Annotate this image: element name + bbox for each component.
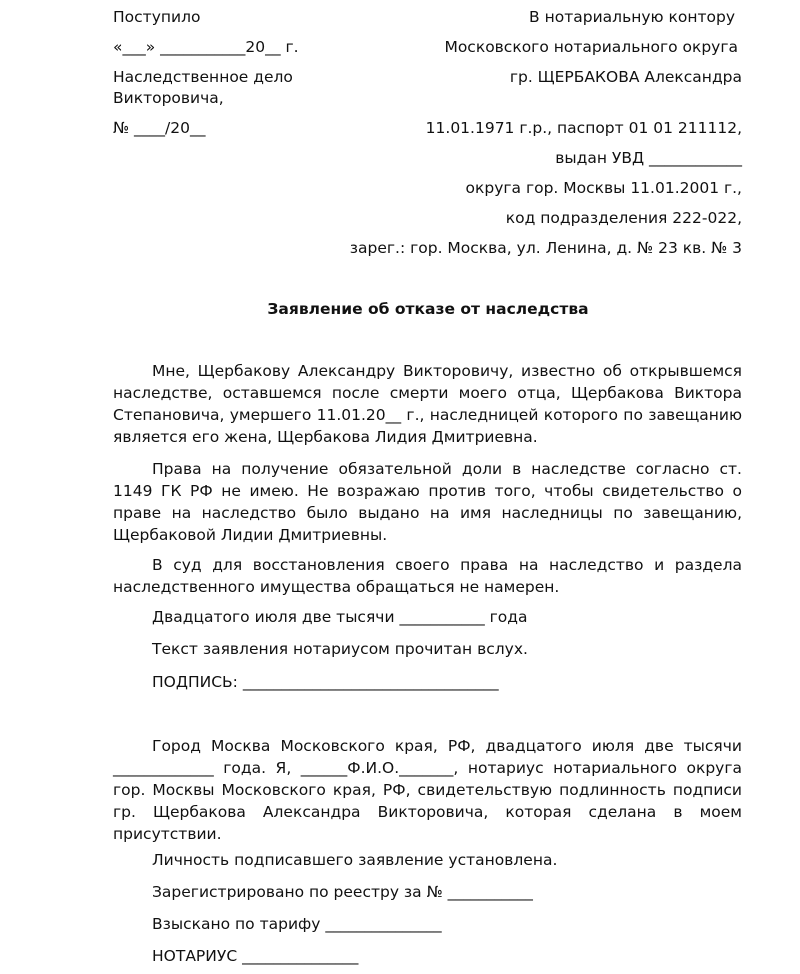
addressee-district: Московского нотариального округа <box>444 38 738 56</box>
notary-signature-line: НОТАРИУС _______________ <box>152 947 359 965</box>
applicant-registration-address: зарег.: гор. Москва, ул. Ленина, д. № 23 кв. № 3 <box>349 239 742 257</box>
received-date-line: «___» ___________20__ г. <box>113 38 299 56</box>
inheritance-case-patronymic: Викторовича, <box>113 89 224 107</box>
paragraph-mandatory-share: Права на получение обязательной доли в наследстве согласно ст. 1149 ГК РФ не имею. Не возражаю против того, чтобы свидетельство о праве на наследство было выдано на имя наследницы по завещанию, Щербаковой Лидии Дмитриевны. <box>113 460 742 544</box>
tariff-line: Взыскано по тарифу _______________ <box>152 915 442 933</box>
statement-date-line: Двадцатого июля две тысячи ___________ года <box>152 608 528 626</box>
inheritance-case-number: № ____/20__ <box>113 119 206 137</box>
registry-number-line: Зарегистрировано по реестру за № ___________ <box>152 883 533 901</box>
inheritance-case-label: Наследственное дело <box>113 68 293 86</box>
signature-line: ПОДПИСЬ: _________________________________ <box>152 673 499 691</box>
identity-established-note: Личность подписавшего заявление установлена. <box>152 851 558 869</box>
paragraph-no-court: В суд для восстановления своего права на наследство и раздела наследственного имущества обращаться не намерен. <box>113 556 742 596</box>
passport-division-code: код подразделения 222-022, <box>505 209 742 227</box>
paragraph-awareness: Мне, Щербакову Александру Викторовичу, известно об открывшемся наследстве, оставшемся после смерти моего отца, Щербакова Виктора Степановича, умершего 11.01.20__ г., наследницей которого по завещанию является его жена, Щербакова Лидия Дмитриевна. <box>113 362 742 446</box>
read-aloud-note: Текст заявления нотариусом прочитан вслух. <box>152 640 528 658</box>
passport-district-date: округа гор. Москвы 11.01.2001 г., <box>465 179 742 197</box>
addressee-office: В нотариальную контору <box>529 8 735 26</box>
applicant-name: гр. ЩЕРБАКОВА Александра <box>509 68 742 86</box>
passport-issued-by: выдан УВД ____________ <box>555 149 742 167</box>
paragraph-notary-certification: Город Москва Московского края, РФ, двадцатого июля две тысячи _____________ года. Я, ______Ф.И.О._______, нотариус нотариального округа гор. Москвы Московского края, РФ, свидетельствую подлинность подписи гр. Щербакова Александра Викторовича, которая сделана в моем присутствии. <box>113 737 742 843</box>
document-title: Заявление об отказе от наследства <box>267 300 589 318</box>
applicant-dob-passport: 11.01.1971 г.р., паспорт 01 01 211112, <box>425 119 742 137</box>
received-label: Поступило <box>113 8 201 26</box>
